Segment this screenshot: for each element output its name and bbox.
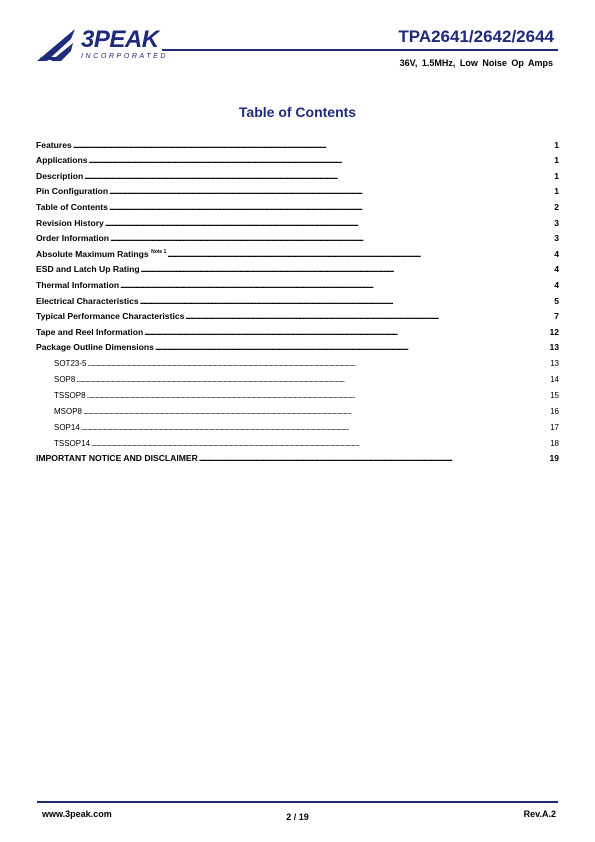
toc-leader-dots [167, 249, 553, 259]
toc-subentry[interactable] [36, 416, 559, 432]
toc-entry[interactable] [36, 321, 559, 337]
toc-entry[interactable] [36, 134, 559, 150]
toc-entry-label: SOP8 [54, 375, 76, 385]
footer-divider [37, 801, 558, 803]
toc-entry-label: Revision History [36, 217, 104, 228]
part-number: TPA2641/2642/2644 [398, 27, 554, 46]
toc-entry[interactable] [36, 448, 559, 464]
toc-leader-dots [120, 280, 553, 290]
toc-entry-page: 13 [549, 342, 559, 353]
toc-entry-label [36, 249, 166, 259]
logo-wordmark: 3PEAK [81, 26, 159, 53]
toc-leader-dots [110, 233, 553, 243]
toc-leader-dots [89, 155, 554, 165]
toc-leader-dots [87, 359, 549, 368]
toc-leader-dots [140, 296, 554, 306]
toc-entry-page: 3 [554, 217, 559, 228]
toc-entry-page: 1 [554, 186, 559, 197]
toc-entry-note: Note 1 [151, 248, 167, 255]
toc-leader-dots [81, 423, 549, 432]
toc-entry-page: 16 [550, 406, 559, 416]
toc-entry-page: 7 [554, 311, 559, 322]
toc-entry-label: Features [36, 139, 72, 150]
toc-entry-label: Order Information [36, 233, 110, 244]
toc-entry-page: 3 [554, 233, 559, 244]
toc-entry-label: Tape and Reel Information [36, 326, 144, 337]
toc-leader-dots [76, 375, 549, 384]
document-subtitle: 36V, 1.5MHz, Low Noise Op Amps [399, 58, 553, 68]
toc-entry-page: 15 [550, 390, 559, 400]
toc-entry-label: Applications [36, 155, 88, 166]
toc-leader-dots [185, 311, 553, 321]
footer-page-indicator: 2 / 19 [286, 812, 309, 822]
toc-entry-page: 2 [554, 201, 559, 212]
logo-subtitle: INCORPORATED [81, 53, 169, 60]
logo-mark-icon [37, 27, 81, 63]
toc-leader-dots [91, 439, 549, 448]
toc-entry[interactable] [36, 196, 559, 212]
toc-entry-page: 4 [554, 264, 559, 275]
toc-entry-page: 1 [554, 155, 559, 166]
toc-entry-page: 13 [550, 359, 559, 369]
toc-subentry[interactable] [36, 384, 559, 400]
toc-entry-label: Table of Contents [36, 201, 108, 212]
toc-entry-page: 19 [549, 453, 559, 464]
toc-leader-dots [73, 140, 553, 150]
toc-leader-dots [141, 264, 554, 274]
table-of-contents [36, 134, 559, 463]
toc-entry[interactable] [36, 228, 559, 244]
toc-leader-dots [144, 327, 548, 337]
toc-entry[interactable] [36, 306, 559, 322]
toc-entry[interactable] [36, 290, 559, 306]
toc-entry-page: 5 [554, 295, 559, 306]
toc-leader-dots [84, 171, 553, 181]
toc-entry-label: Typical Performance Characteristics [36, 311, 185, 322]
toc-entry-label: Package Outline Dimensions [36, 342, 154, 353]
toc-entry-label: TSSOP8 [54, 390, 86, 400]
toc-entry-page: 18 [550, 438, 559, 448]
toc-entry-page: 1 [554, 139, 559, 150]
toc-entry-label: Description [36, 170, 84, 181]
toc-entry[interactable] [36, 259, 559, 275]
company-logo [37, 27, 167, 63]
toc-subentry[interactable] [36, 352, 559, 368]
toc-entry-page: 1 [554, 170, 559, 181]
toc-entry[interactable] [36, 212, 559, 228]
toc-entry-label: MSOP8 [54, 406, 83, 416]
toc-leader-dots [199, 453, 549, 463]
footer-website: www.3peak.com [42, 809, 112, 819]
toc-leader-dots [155, 342, 548, 352]
toc-entry[interactable] [36, 243, 559, 259]
toc-entry[interactable] [36, 181, 559, 197]
toc-entry-page: 4 [554, 248, 559, 259]
toc-leader-dots [109, 186, 553, 196]
toc-entry-label: IMPORTANT NOTICE AND DISCLAIMER [36, 453, 198, 464]
toc-subentry[interactable] [36, 368, 559, 384]
toc-leader-dots [83, 407, 549, 416]
toc-entry-label: ESD and Latch Up Rating [36, 264, 140, 275]
toc-subentry[interactable] [36, 432, 559, 448]
toc-entry-label: Electrical Characteristics [36, 295, 139, 306]
toc-entry-label: SOT23-5 [54, 359, 87, 369]
toc-entry[interactable] [36, 165, 559, 181]
footer-revision: Rev.A.2 [523, 809, 556, 819]
toc-entry-page: 4 [554, 279, 559, 290]
toc-entry[interactable] [36, 150, 559, 166]
toc-entry-label: Thermal Information [36, 279, 120, 290]
toc-entry[interactable] [36, 274, 559, 290]
toc-entry-label: SOP14 [54, 422, 80, 432]
toc-title: Table of Contents [238, 104, 357, 120]
toc-entry-page: 17 [550, 422, 559, 432]
toc-entry-label: Pin Configuration [36, 186, 109, 197]
toc-leader-dots [105, 218, 553, 228]
toc-leader-dots [109, 202, 553, 212]
toc-leader-dots [87, 391, 550, 400]
toc-subentry[interactable] [36, 400, 559, 416]
header-divider [162, 49, 558, 51]
toc-entry-label-text: Absolute Maximum Ratings [36, 248, 149, 259]
toc-entry-page: 12 [549, 326, 559, 337]
toc-entry-label: TSSOP14 [54, 438, 91, 448]
toc-entry-page: 14 [550, 375, 559, 385]
toc-entry[interactable] [36, 337, 559, 353]
